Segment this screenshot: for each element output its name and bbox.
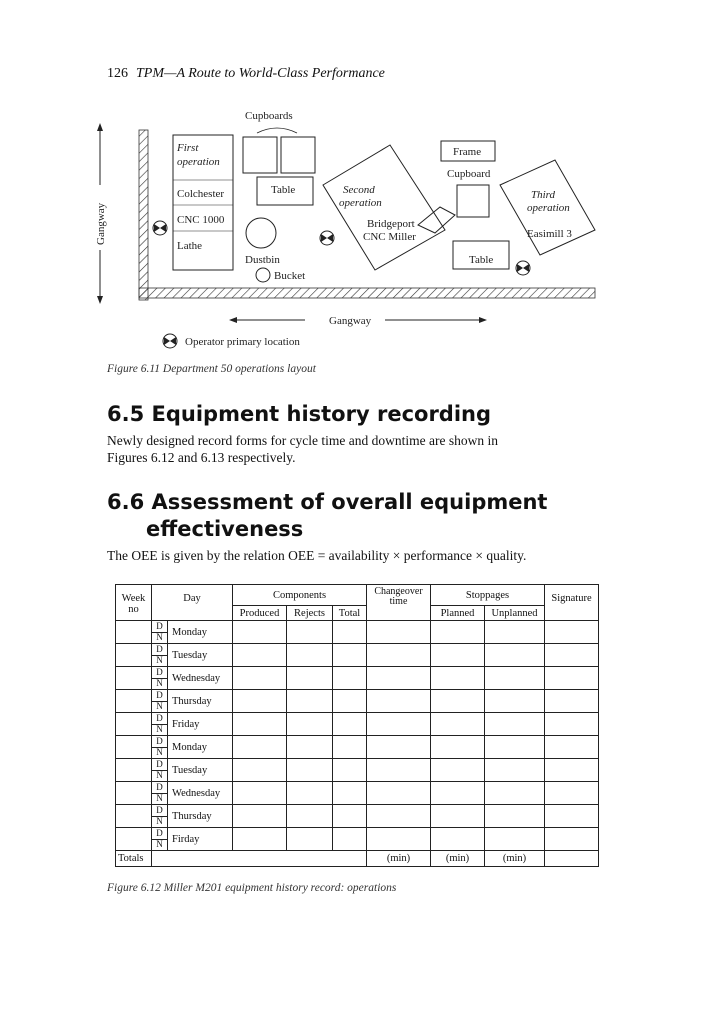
table-row — [116, 621, 599, 644]
shift-cell: D N — [152, 759, 168, 782]
svg-text:operation: operation — [177, 156, 220, 168]
totals-changeover-unit: (min) — [367, 851, 431, 867]
dustbin-symbol — [246, 218, 276, 248]
table-row — [116, 644, 599, 667]
bucket-symbol — [256, 268, 270, 282]
lathe-label: Lathe — [177, 240, 203, 252]
shift-cell: D N — [152, 736, 168, 759]
gangway-vertical-label: Gangway — [95, 202, 107, 245]
section-6-5-body: Newly designed record forms for cycle time and downtime are shown in Figures 6.12 and 6.13 respectively. — [107, 433, 499, 465]
bottom-wall — [139, 288, 595, 298]
table-row — [116, 690, 599, 713]
equipment-history-table — [115, 584, 599, 867]
header-changeover: Changeover time — [367, 585, 431, 621]
header-week-no: Week no — [116, 585, 152, 621]
cupboard-left — [243, 137, 277, 173]
section-6-6-heading: 6.6 Assessment of overall equipment — [107, 490, 548, 514]
figure-6-11-caption: Figure 6.11 Department 50 operations layout — [107, 363, 316, 375]
table-row — [116, 782, 599, 805]
shift-cell: D N — [152, 713, 168, 736]
cnc-1000-label: CNC 1000 — [177, 214, 225, 226]
running-title: TPM—A Route to World-Class Performance — [136, 66, 385, 81]
table-1-label: Table — [271, 184, 296, 196]
cupboard-label: Cupboard — [447, 168, 491, 180]
operator-location-icon — [153, 221, 167, 235]
legend-operator-icon — [163, 334, 177, 348]
second-operation-label: Second — [343, 184, 375, 196]
day-cell: Thursday — [168, 805, 233, 828]
section-6-6-heading-line2: effectiveness — [146, 517, 304, 541]
cnc-miller-label: CNC Miller — [363, 231, 416, 243]
legend-label: Operator primary location — [185, 336, 300, 348]
left-wall — [139, 130, 148, 300]
bucket-label: Bucket — [274, 270, 306, 282]
running-head — [107, 66, 385, 82]
third-operation-label: Third — [531, 189, 556, 201]
table-row — [116, 667, 599, 690]
bridgeport-label: Bridgeport — [367, 218, 415, 230]
frame-label: Frame — [453, 146, 482, 158]
table-2-label: Table — [469, 254, 494, 266]
shift-cell: D N — [152, 690, 168, 713]
day-cell: Wednesday — [168, 667, 233, 690]
colchester-label: Colchester — [177, 188, 225, 200]
day-cell: Tuesday — [168, 759, 233, 782]
shift-cell: D N — [152, 828, 168, 851]
day-cell: Friday — [168, 713, 233, 736]
totals-unplanned-unit: (min) — [485, 851, 545, 867]
header-components: Components — [233, 585, 367, 606]
svg-text:operation: operation — [339, 197, 382, 209]
cupboards-label: Cupboards — [245, 110, 293, 122]
day-cell: Thursday — [168, 690, 233, 713]
department-layout-diagram — [85, 105, 605, 350]
table-row — [116, 805, 599, 828]
gangway-horizontal-label: Gangway — [329, 315, 372, 327]
totals-planned-unit: (min) — [431, 851, 485, 867]
first-operation-label: First — [177, 142, 199, 154]
page-number: 126 — [107, 66, 128, 81]
header-unplanned: Unplanned — [485, 606, 545, 621]
section-6-6-body: The OEE is given by the relation OEE = availability × performance × quality. — [107, 548, 527, 563]
cupboard-box — [457, 185, 489, 217]
shift-cell: D N — [152, 782, 168, 805]
day-cell: Firday — [168, 828, 233, 851]
table-row — [116, 713, 599, 736]
cupboard-right — [281, 137, 315, 173]
day-cell: Monday — [168, 736, 233, 759]
shift-cell: D N — [152, 621, 168, 644]
operator-location-icon-2 — [320, 231, 334, 245]
day-rows — [116, 621, 599, 851]
header-planned: Planned — [431, 606, 485, 621]
table-row — [116, 736, 599, 759]
section-6-5-heading: 6.5 Equipment history recording — [107, 402, 492, 426]
header-day: Day — [152, 585, 233, 621]
totals-label: Totals — [116, 851, 152, 867]
table-row — [116, 759, 599, 782]
svg-text:operation: operation — [527, 202, 570, 214]
easimill-label: Easimill 3 — [527, 228, 572, 240]
dustbin-label: Dustbin — [245, 254, 280, 266]
table-row — [116, 828, 599, 851]
operator-location-icon-3 — [516, 261, 530, 275]
header-stoppages: Stoppages — [431, 585, 545, 606]
header-produced: Produced — [233, 606, 287, 621]
header-rejects: Rejects — [287, 606, 333, 621]
day-cell: Wednesday — [168, 782, 233, 805]
header-signature: Signature — [545, 585, 599, 621]
shift-cell: D N — [152, 667, 168, 690]
figure-6-12-caption: Figure 6.12 Miller M201 equipment history record: operations — [107, 882, 397, 894]
shift-cell: D N — [152, 644, 168, 667]
day-cell: Tuesday — [168, 644, 233, 667]
header-total: Total — [333, 606, 367, 621]
day-cell: Monday — [168, 621, 233, 644]
shift-cell: D N — [152, 805, 168, 828]
